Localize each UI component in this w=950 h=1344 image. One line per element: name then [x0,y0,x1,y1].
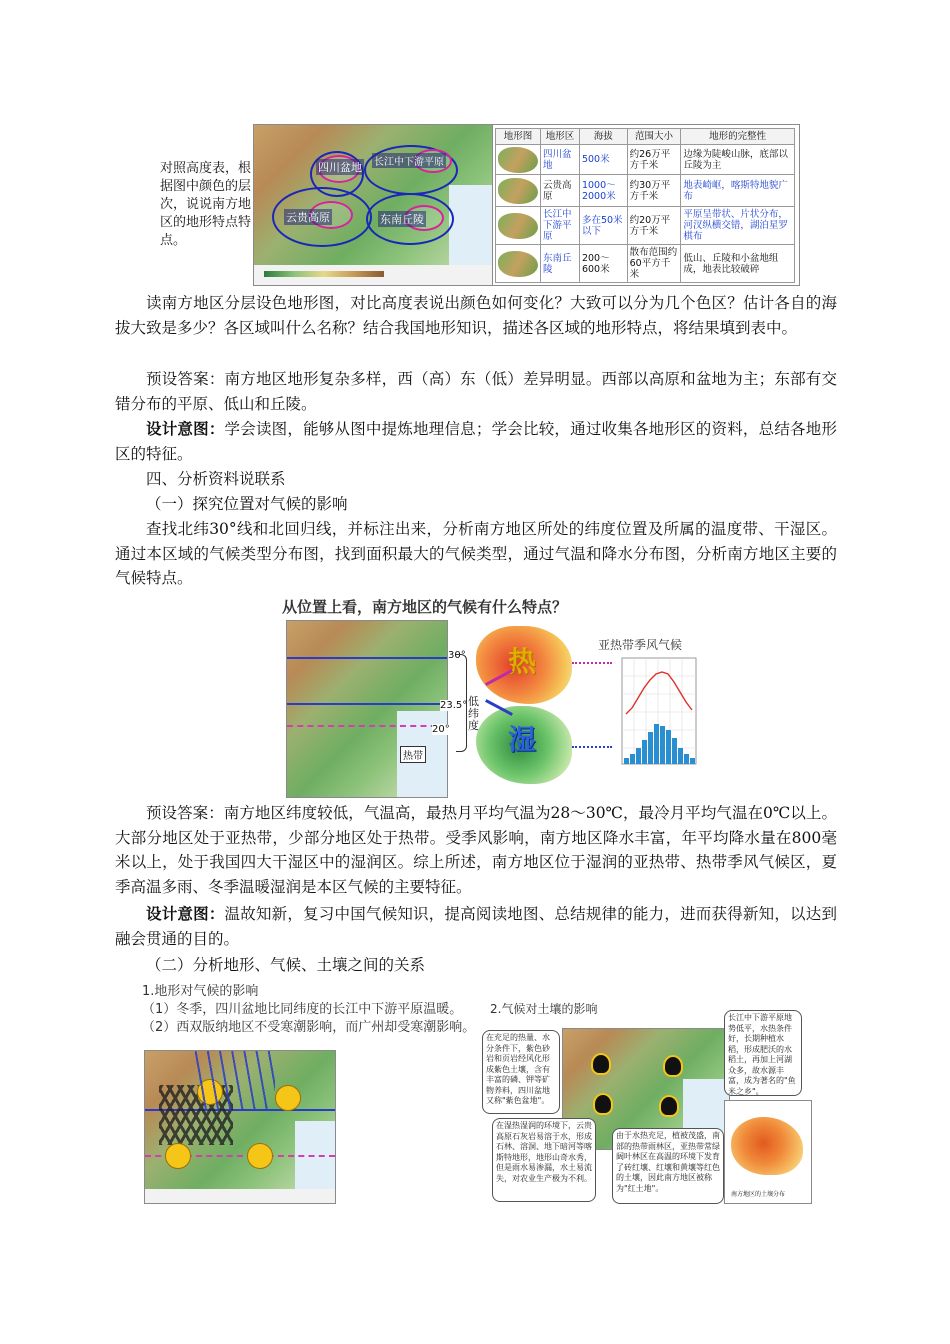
table-cell: 低山、丘陵和小盆地组成，地表比较破碎 [681,245,795,283]
lat-20-label: 20° [432,724,450,735]
climate-chart [616,654,702,774]
terrain-thumbnail [496,245,541,283]
table-cell: 多在50米以下 [579,207,627,245]
terrain-climate-map [144,1050,336,1204]
table-cell: 约20万平方千米 [627,207,681,245]
cold-wave-arrows [195,1051,275,1111]
section-heading-4: 四、分析资料说联系 [146,470,286,488]
design-intent-label: 设计意图： [146,419,225,438]
subsection-heading-1: （一）探究位置对气候的影响 [146,495,348,513]
table-cell: 平原呈带状、片状分布，河汊纵横交错，湖泊星罗棋布 [681,207,795,245]
penguin-icon [663,1055,683,1077]
penguin-icon [591,1053,611,1075]
table-header: 地形的完整性 [681,129,795,145]
paragraph-climate-task: 查找北纬30°线和北回归线，并标注出来，分析南方地区所处的纬度位置及所属的温度带、干湿区。通过本区域的气候类型分布图，找到面积最大的气候类型，通过气温和降水分布图，分析南方地区主要的气候特点。 [115,520,837,587]
terrain-thumbnail [496,145,541,175]
penguin-icon [593,1093,613,1115]
wet-label: 湿 [508,723,537,756]
terrain-climate-line-1: （1）冬季，四川盆地比同纬度的长江中下游平原温暖。 [142,1002,463,1017]
table-header: 范围大小 [627,129,681,145]
smiley-icon [165,1143,191,1169]
table-cell: 200～600米 [579,245,627,283]
table-header: 海拔 [579,129,627,145]
map-label-sichuan: 四川盆地 [318,161,362,174]
smiley-icon [247,1143,273,1169]
callout-karst: 在湿热湿润的环境下，云贵高原石灰岩易溶于水，形成石林、溶洞、地下暗河等喀斯特地形，地形山奇水秀，但是雨水易渗漏，水土易流失，对农业生产极为不利。 [492,1118,596,1202]
terrain-climate-line-2: （2）西双版纳地区不受寒潮影响，而广州却受寒潮影响。 [142,1020,476,1035]
climate-map [286,620,448,798]
design-intent-label: 设计意图： [146,904,225,923]
low-latitude-label: 低纬度 [468,695,479,732]
table-cell: 云贵高原 [541,175,580,207]
table-header: 地形图 [496,129,541,145]
map-label-yangtze: 长江中下游平原 [372,153,446,168]
tropic-label: 热带 [400,746,426,763]
table-cell: 四川盆地 [541,145,580,175]
table-cell: 地表崎岖，喀斯特地貌广布 [681,175,795,207]
paragraph-design-intent-1 [115,417,837,466]
terrain-map [253,124,493,286]
design-intent-text: 温故知新，复习中国气候知识，提高阅读地图、总结规律的能力，进而获得新知，以达到融会贯通的目的。 [115,905,837,948]
lat-30-label: 30° [448,650,466,661]
table-cell: 边缘为陡峻山脉，底部以丘陵为主 [681,145,795,175]
paragraph-answer-climate: 预设答案：南方地区纬度较低，气温高，最热月平均气温为28～30℃，最冷月平均气温在0℃以上。大部分地区处于亚热带，少部分地区处于热带。受季风影响，南方地区降水丰富，年平均降水量在800毫米以上，处于我国四大干湿区中的湿润区。综上所述，南方地区位于湿润的亚热带、热带季风气候区，夏季高温多雨、冬季温暖湿润是本区气候的主要特征。 [115,804,837,896]
climate-figure [280,596,704,798]
callout-rice-soil: 长江中下游平原地势低平，水热条件好，长期种植水稻，形成肥沃的水稻土，再加上河湖众多，故水源丰富，成为著名的"鱼米之乡"。 [724,1010,802,1096]
table-header: 地形区 [541,129,580,145]
hot-label: 热 [508,645,537,678]
smiley-icon [275,1085,301,1111]
table-cell: 约26万平方千米 [627,145,681,175]
subsection-heading-2: （二）分析地形、气候、土壤之间的关系 [146,956,426,974]
soil-map-legend: 南方地区的土壤分布 [731,1191,786,1198]
terrain-climate-title: 1.地形对气候的影响 [142,984,259,999]
table-cell: 约30万平方千米 [627,175,681,207]
paragraph-design-intent-2 [115,902,837,951]
design-intent-text: 学会读图，能够从图中提炼地理信息；学会比较，通过收集各地形区的资料，总结各地形区的特征。 [115,420,837,463]
table-cell: 长江中下游平原 [541,207,580,245]
table-cell: 500米 [579,145,627,175]
table-cell: 散布范围约60平方千米 [627,245,681,283]
soil-distribution-map [724,1100,812,1204]
climate-figure-title: 从位置上看，南方地区的气候有什么特点？ [282,598,568,616]
table-cell: 东南丘陵 [541,245,580,283]
lat-23-label: 23.5° [440,700,468,711]
climate-type-label: 亚热带季风气候 [598,638,683,652]
climate-soil-title: 2.气候对土壤的影响 [490,1002,598,1016]
paragraph-read-map: 读南方地区分层设色地形图，对比高度表说出颜色如何变化？大致可以分为几个色区？估计各自的海拔大致是多少？各区域叫什么名称？结合我国地形知识，描述各区域的地形特点，将结果填到表中。 [115,294,837,337]
callout-purple-soil: 在充足的热量、水分条件下，紫色砂岩和页岩经风化形成紫色土壤，含有丰富的磷、钾等矿物养料，四川盆地又称"紫色盆地"。 [482,1030,560,1114]
paragraph-answer-terrain: 预设答案：南方地区地形复杂多样，西（高）东（低）差异明显。西部以高原和盆地为主；东部有交错分布的平原、低山和丘陵。 [115,370,837,413]
dotted-link-wet [572,746,612,748]
terrain-table [495,128,795,283]
callout-red-soil: 由于水热充足，植被茂盛，南部的热带雨林区，亚热带常绿阔叶林区在高温的环境下发育了砖红壤、红壤和黄壤等红色的土壤，因此南方地区被称为"红土地"。 [612,1128,724,1204]
map-label-southeast: 东南丘陵 [380,213,424,226]
map-label-yungui: 云贵高原 [286,211,330,224]
penguin-icon [659,1095,679,1117]
terrain-side-note: 对照高度表，根据图中颜色的层次，说说南方地区的地形特点特点。 [160,161,252,248]
terrain-thumbnail [496,175,541,207]
dotted-link-hot [572,662,612,664]
terrain-thumbnail [496,207,541,245]
table-cell: 1000～2000米 [579,175,627,207]
